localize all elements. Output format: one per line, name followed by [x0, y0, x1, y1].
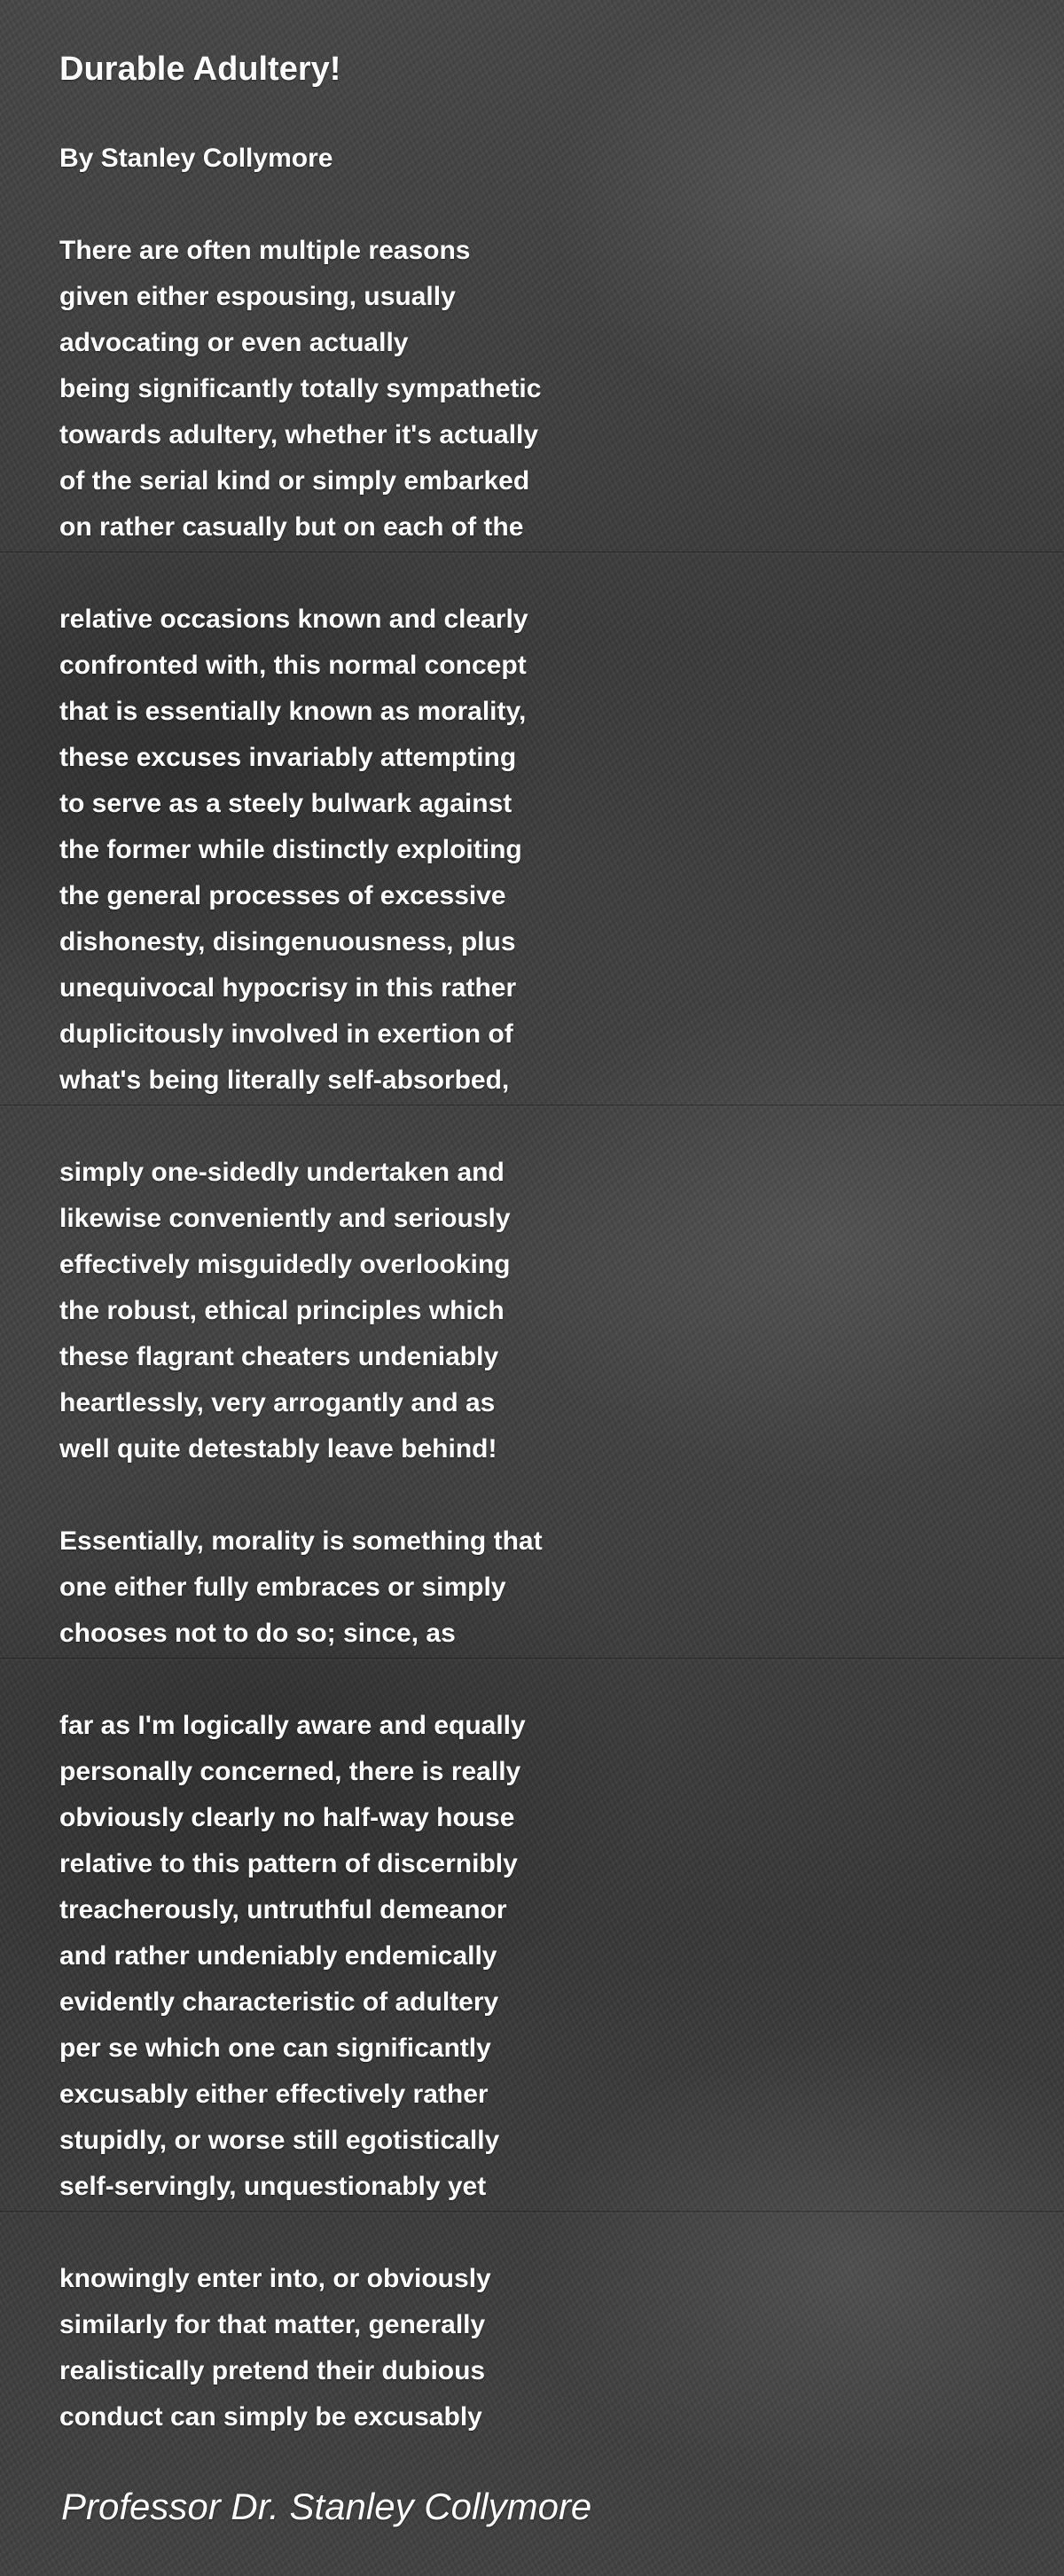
poem-line: obviously clearly no half-way house	[59, 1803, 515, 1832]
poem-line: what's being literally self-absorbed,	[59, 1066, 510, 1095]
poem-title: Durable Adultery!	[59, 51, 341, 88]
poem-line: towards adultery, whether it's actually	[59, 420, 539, 449]
poem-line: duplicitously involved in exertion of	[59, 1019, 513, 1049]
poem-line: one either fully embraces or simply	[59, 1573, 506, 1602]
poem-line: evidently characteristic of adultery	[59, 1987, 499, 2017]
poem-line: dishonesty, disingenuousness, plus	[59, 927, 516, 956]
poem-line: the general processes of excessive	[59, 881, 506, 910]
poem-line: similarly for that matter, generally	[59, 2310, 486, 2339]
poem-line: realistically pretend their dubious	[59, 2356, 486, 2385]
poem-stanza	[59, 597, 680, 1104]
poem-line: knowingly enter into, or obviously	[59, 2264, 491, 2293]
poem-line: personally concerned, there is really	[59, 1757, 521, 1786]
poem-body	[59, 228, 680, 2440]
poem-line: well quite detestably leave behind!	[59, 1434, 497, 1464]
poem-line: heartlessly, very arrogantly and as	[59, 1388, 496, 1417]
poem-line: that is essentially known as morality,	[59, 697, 527, 726]
poem-signature: Professor Dr. Stanley Collymore	[61, 2486, 592, 2527]
poem-line: on rather casually but on each of the	[59, 512, 524, 542]
poem-line: simply one-sidedly undertaken and	[59, 1158, 505, 1187]
poem-line: effectively misguidedly overlooking	[59, 1250, 511, 1279]
poem-line: There are often multiple reasons	[59, 236, 471, 265]
stanza-gap	[59, 2210, 680, 2256]
poem-stanza	[59, 1703, 680, 2210]
poem-line: treacherously, untruthful demeanor	[59, 1895, 507, 1924]
poem-line: and rather undeniably endemically	[59, 1941, 497, 1971]
poem-line: given either espousing, usually	[59, 282, 456, 311]
stanza-gap	[59, 550, 680, 597]
stanza-gap	[59, 1472, 680, 1518]
poem-line: per se which one can significantly	[59, 2033, 491, 2063]
stanza-gap	[59, 1104, 680, 1150]
poem-line: these excuses invariably attempting	[59, 743, 517, 772]
poem-line: stupidly, or worse still egotistically	[59, 2126, 500, 2155]
poem-content	[59, 46, 680, 2440]
poem-line: excusably either effectively rather	[59, 2080, 489, 2109]
poem-line: likewise conveniently and seriously	[59, 1204, 511, 1233]
poem-line: relative occasions known and clearly	[59, 605, 528, 634]
poem-stanza	[59, 228, 680, 550]
poem-line: relative to this pattern of discernibly	[59, 1849, 518, 1878]
stanza-gap	[59, 1657, 680, 1703]
poem-line: Essentially, morality is something that	[59, 1526, 543, 1556]
poem-line: confronted with, this normal concept	[59, 651, 527, 680]
poem-line: advocating or even actually	[59, 328, 409, 357]
poem-line: unequivocal hypocrisy in this rather	[59, 973, 517, 1003]
poem-line: chooses not to do so; since, as	[59, 1619, 456, 1648]
poem-line: of the serial kind or simply embarked	[59, 466, 530, 496]
poem-stanza	[59, 1150, 680, 1472]
poem-stanza	[59, 1518, 680, 1657]
poem-line: self-servingly, unquestionably yet	[59, 2172, 487, 2201]
poem-line: far as I'm logically aware and equally	[59, 1711, 526, 1740]
poem-stanza	[59, 2256, 680, 2440]
poem-line: the former while distinctly exploiting	[59, 835, 522, 864]
poem-line: to serve as a steely bulwark against	[59, 789, 512, 818]
poem-line: the robust, ethical principles which	[59, 1296, 505, 1325]
poem-byline: By Stanley Collymore	[59, 144, 333, 173]
poem-line: these flagrant cheaters undeniably	[59, 1342, 499, 1371]
poem-line: being significantly totally sympathetic	[59, 374, 542, 403]
poem-line: conduct can simply be excusably	[59, 2402, 482, 2432]
